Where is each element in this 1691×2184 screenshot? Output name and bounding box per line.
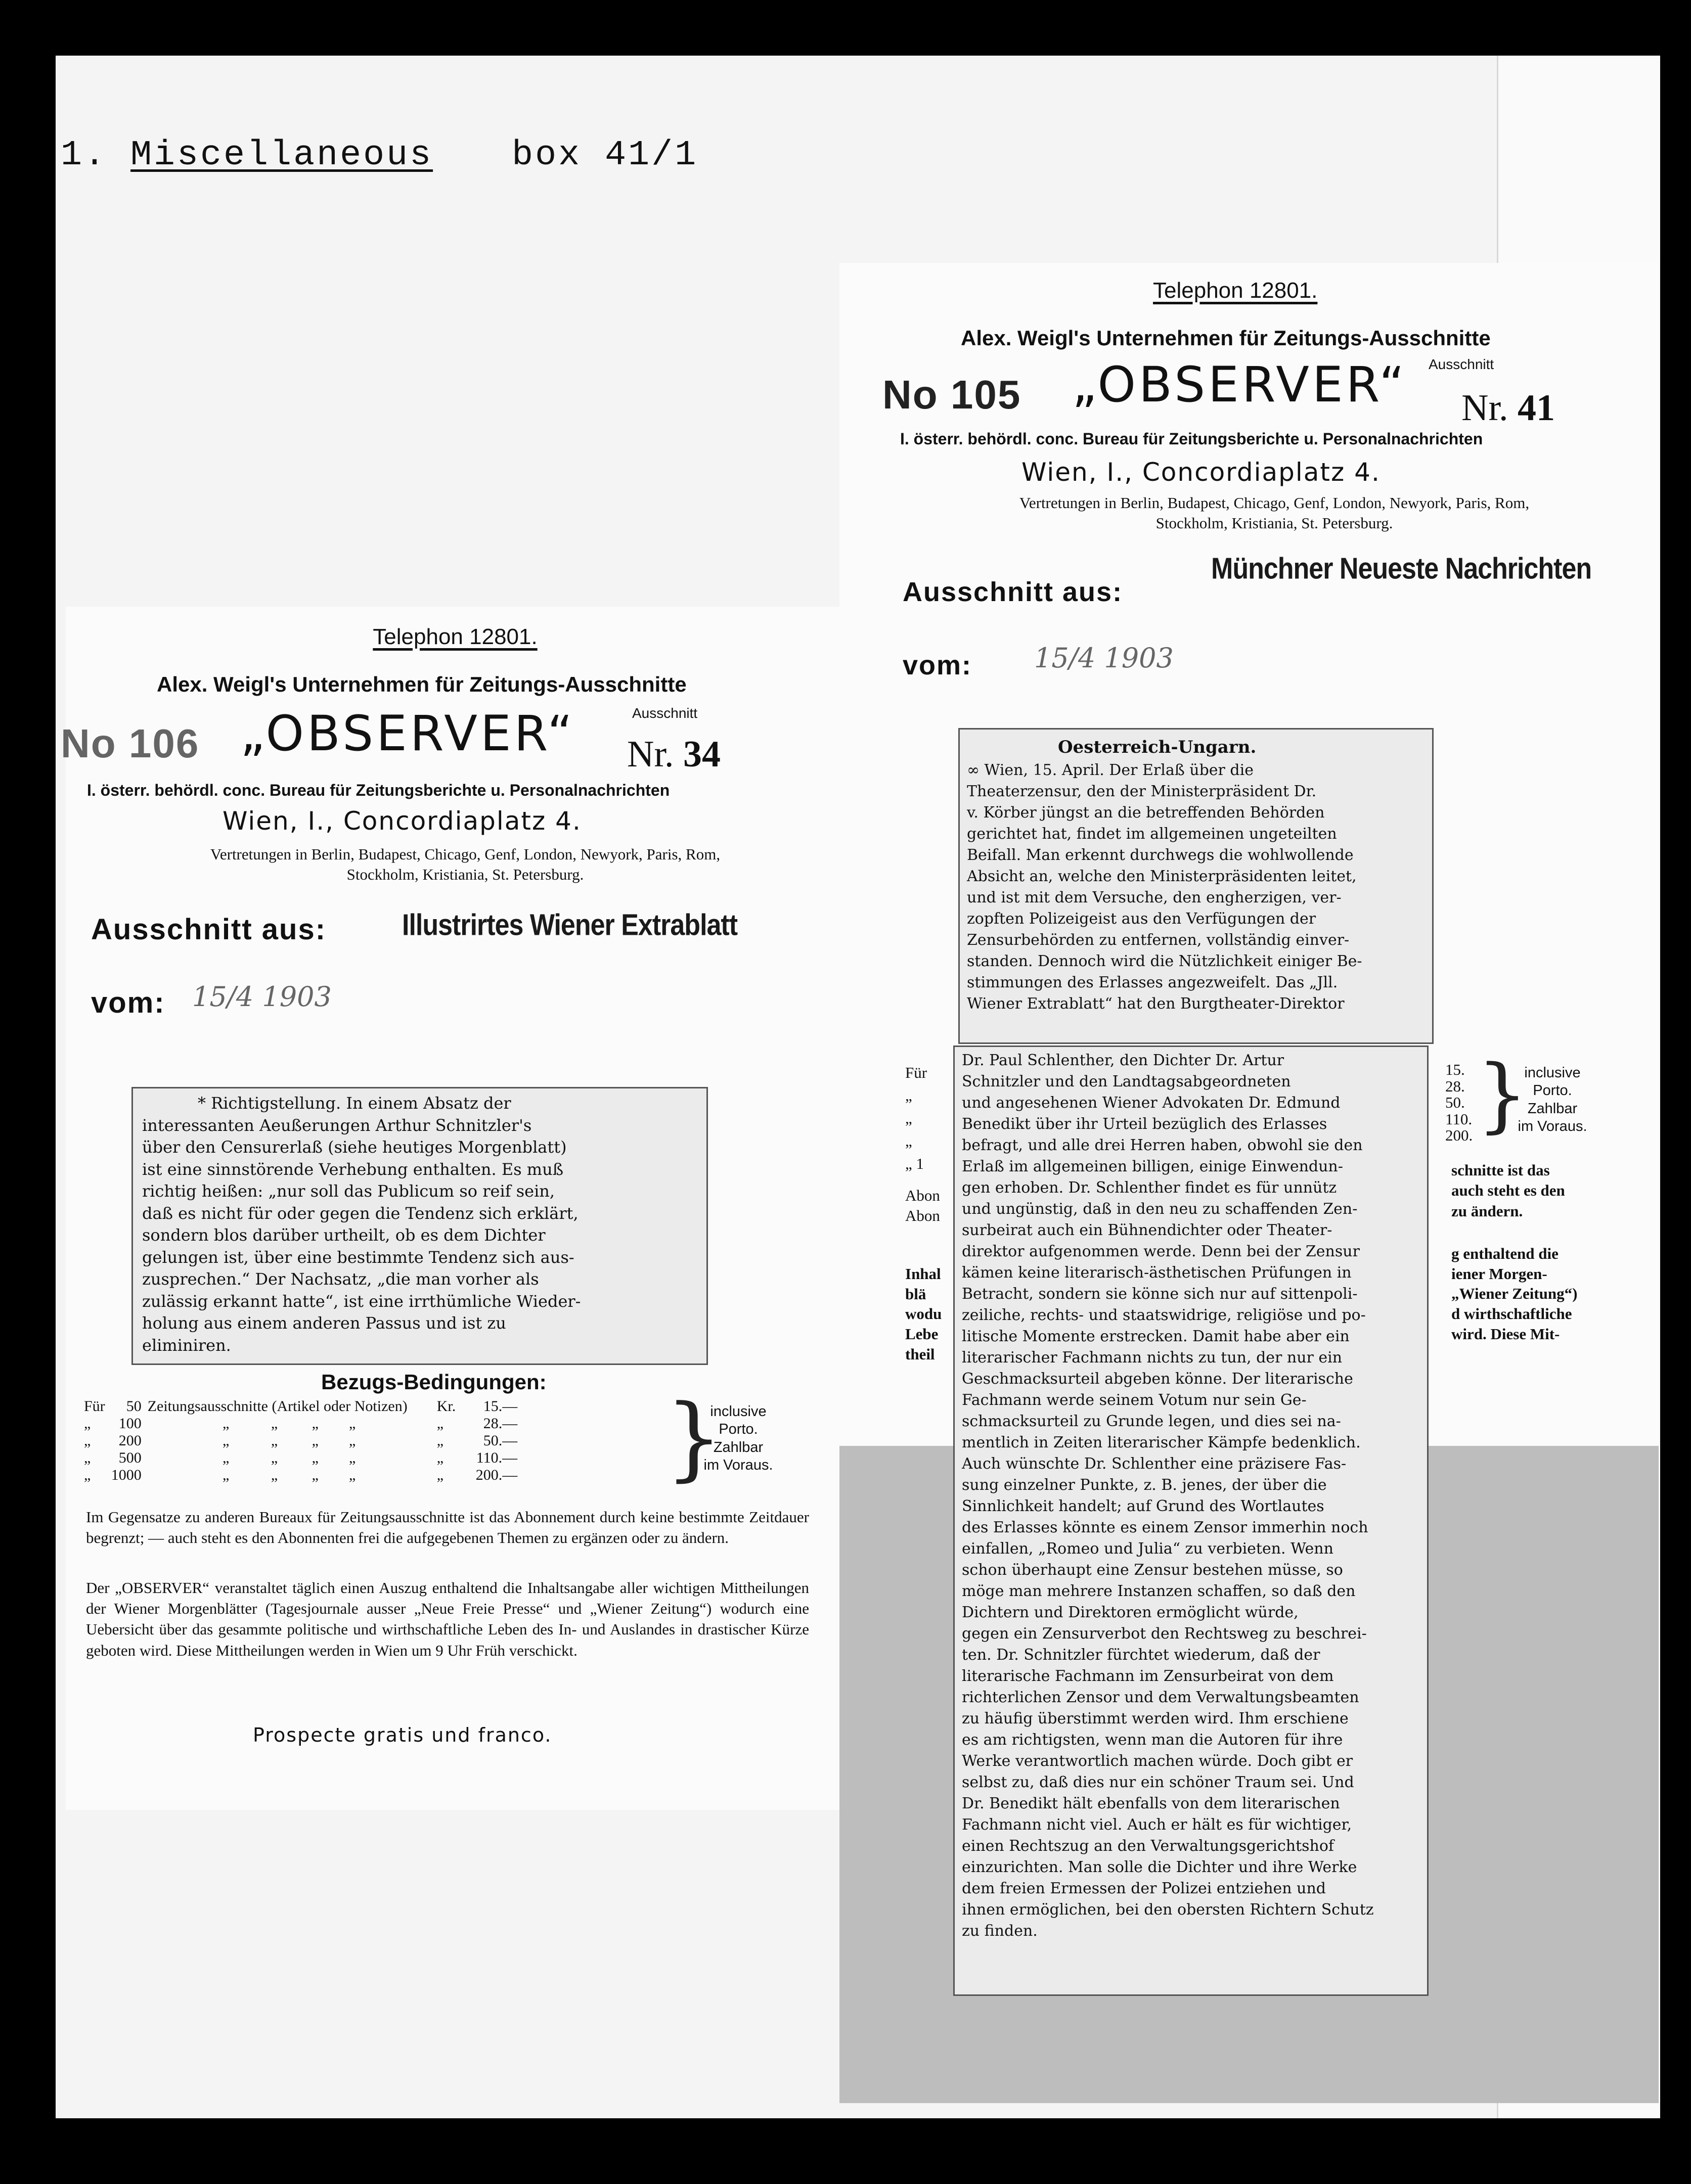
observer-title: „OBSERVER“ xyxy=(240,705,576,762)
terms-row: „ 200 „ „ „ „ „ 50.— xyxy=(84,1432,518,1449)
clip-line: ∞ Wien, 15. April. Der Erlaß über die xyxy=(967,761,1254,779)
clip-line: standen. Dennoch wird die Nützlichkeit einiger Be- xyxy=(967,952,1362,970)
clip-line: gelungen ist, über eine bestimmte Tendenz sich aus- xyxy=(142,1247,574,1267)
clip-line: und ungünstig, daß in den neu zu schaffenden Zen- xyxy=(962,1200,1358,1218)
stamp-number: No 106 xyxy=(61,721,200,766)
clip-line: zu häufig überstimmt werden wird. Ihm erschiene xyxy=(962,1710,1349,1727)
folder-number: 1. xyxy=(61,135,108,175)
clip-line: gen erhoben. Dr. Schlenther findet es für unnütz xyxy=(962,1179,1337,1197)
clip-line: zusprechen.“ Der Nachsatz, „die man vorher als xyxy=(142,1269,539,1289)
clip-line: befragt, und alle drei Herren haben, obwohl sie den xyxy=(962,1136,1363,1154)
clip-line: gerichtet hat, findet im allgemeinen ungeteilten xyxy=(967,825,1337,843)
clip-line: Auch wünschte Dr. Schlenther eine präzisere Fas- xyxy=(962,1455,1347,1473)
nr-number xyxy=(1461,387,1555,430)
brace: } xyxy=(1477,1047,1528,1142)
clip-line: Betracht, sondern sie könne sich nur auf sittenpoli- xyxy=(962,1285,1358,1303)
nr-label: Nr. xyxy=(627,734,674,775)
clip-line: selbst zu, daß dies nur ein schöner Traum sei. Und xyxy=(962,1773,1354,1791)
clip-line: ihnen ermöglichen, bei den obersten Richtern Schutz xyxy=(962,1901,1374,1919)
covered-text-right-1: schnitte ist das auch steht es den zu ändern. xyxy=(1451,1161,1565,1220)
clip-line: v. Körber jüngst an die betreffenden Behörden xyxy=(967,803,1325,822)
terms-row: „ 500 „ „ „ „ „ 110.— xyxy=(84,1449,518,1466)
covered-inhal: Inhal blä wodu Lebe theil xyxy=(905,1265,942,1363)
ausschnitt-small: Ausschnitt xyxy=(632,705,698,721)
representations: Vertretungen in Berlin, Budapest, Chicago, Genf, London, Newyork, Paris, Rom, Stockholm, Kristiania, St. Petersburg. xyxy=(1019,494,1530,532)
telephone: Telephon 12801. xyxy=(1153,278,1318,303)
clip-line: surbeirat auch ein Bühnendichter oder Theater- xyxy=(962,1221,1332,1239)
brace: } xyxy=(665,1385,723,1491)
clip-line: interessanten Aeußerungen Arthur Schnitzler's xyxy=(142,1115,532,1135)
terms-paragraph: Im Gegensatze zu anderen Bureaux für Zeitungsausschnitte ist das Abonnement durch keine bestimmte Zeitdauer begrenzt; — auch steht es den Abonnenten frei die aufgegebenen Themen zu ergänzen oder zu ändern. xyxy=(86,1508,809,1547)
clip-line: Werke verantwortlich machen würde. Doch gibt er xyxy=(962,1752,1353,1770)
source-stamp: Illustrirtes Wiener Extrablatt xyxy=(402,908,738,942)
terms-title: Bezugs-Bedingungen: xyxy=(321,1370,547,1394)
clip-line: zu finden. xyxy=(962,1922,1038,1940)
ausschnitt-label: Ausschnitt aus: xyxy=(903,577,1123,607)
clip-line: litische Momente erstrecken. Damit habe aber ein xyxy=(962,1328,1350,1345)
clip-line: über den Censurerlaß (siehe heutiges Morgenblatt) xyxy=(142,1138,567,1157)
clip-line: kämen keine literarisch-ästhetischen Prüfungen in xyxy=(962,1264,1352,1282)
clip-line: literarische Fachmann im Zensurbeirat von dem xyxy=(962,1667,1334,1685)
clip-line: Dr. Benedikt hält ebenfalls von dem literarischen xyxy=(962,1795,1340,1812)
bureau-line: I. österr. behördl. conc. Bureau für Zeitungsberichte u. Personalnachrichten xyxy=(900,430,1483,448)
bureau-line: I. österr. behördl. conc. Bureau für Zeitungsberichte u. Personalnachrichten xyxy=(87,781,670,799)
box-number: box 41/1 xyxy=(512,135,698,175)
vom-label: vom: xyxy=(91,986,165,1019)
clip-line: richtig heißen: „nur soll das Publicum so reif sein, xyxy=(142,1181,555,1201)
terms-table xyxy=(81,1398,520,1484)
clip-line: daß es nicht für oder gegen die Tendenz sich erklärt, xyxy=(142,1203,579,1223)
clip-heading: Oesterreich-Ungarn. xyxy=(1058,737,1257,757)
nr-value: 34 xyxy=(683,734,721,775)
clip-line: literarischer Fachmann nichts zu tun, der nur ein xyxy=(962,1349,1343,1367)
clip-line: zulässig erkannt hatte“, ist eine irrthümliche Wieder- xyxy=(142,1291,581,1311)
clip-line: schmacksurteil zu Grunde legen, und dies sei na- xyxy=(962,1413,1341,1430)
terms-row: Für 50 Zeitungsausschnitte (Artikel oder Notizen) Kr. 15.— xyxy=(84,1398,518,1415)
clip-line: * Richtigstellung. In einem Absatz der xyxy=(198,1094,511,1113)
firm-name: Alex. Weigl's Unternehmen für Zeitungs-Ausschnitte xyxy=(157,672,687,696)
clip-line: direktor aufgenommen werde. Denn bei der Zensur xyxy=(962,1243,1360,1260)
covered-abon: Abon Abon xyxy=(905,1187,940,1225)
clip-line: mentlich in Zeiten literarischer Kämpfe bedenklich. xyxy=(962,1434,1361,1451)
newspaper-clipping xyxy=(131,1087,708,1365)
newspaper-clipping-top xyxy=(958,728,1434,1044)
observer-paragraph: Der „OBSERVER“ veranstaltet täglich einen Auszug enthaltend die Inhaltsangabe aller wichtigen Mittheilungen der Wiener Morgenblätter (Tagesjournale ausser „Neue Freie Presse“ und „Wiener Zeitung“) wodurch eine Uebersicht über das gesammte politische und wirthschaftliche Leben des In- und Auslandes in drastischer Kürze geboten wird. Diese Mittheilungen werden in Wien um 9 Uhr Früh verschickt. xyxy=(86,1579,809,1659)
clip-line: möge man mehrere Instanzen schaffen, so daß den xyxy=(962,1582,1356,1600)
representations: Vertretungen in Berlin, Budapest, Chicago, Genf, London, Newyork, Paris, Rom, Stockholm, Kristiania, St. Petersburg. xyxy=(210,845,721,883)
covered-text-right-2: g enthaltend die iener Morgen- „Wiener Zeitung“) d wirthschaftliche wird. Diese Mit- xyxy=(1451,1245,1578,1343)
clip-line: eliminiren. xyxy=(142,1335,231,1355)
clip-line: holung aus einem anderen Passus und ist zu xyxy=(142,1313,506,1333)
clip-line: dem freien Ermessen der Polizei entziehen und xyxy=(962,1880,1326,1897)
clip-line: Zensurbehörden zu entfernen, vollständig einver- xyxy=(967,931,1350,949)
firm-name: Alex. Weigl's Unternehmen für Zeitungs-Ausschnitte xyxy=(961,326,1491,350)
covered-inclusive: inclusive Porto. Zahlbar im Voraus. xyxy=(1518,1065,1587,1135)
clip-line: des Erlasses könnte es einem Zensor immerhin noch xyxy=(962,1519,1368,1536)
inclusive-note: inclusive Porto. Zahlbar im Voraus. xyxy=(703,1403,773,1474)
ausschnitt-small: Ausschnitt xyxy=(1429,356,1494,372)
clip-line: Wiener Extrablatt“ hat den Burgtheater-Direktor xyxy=(967,994,1345,1013)
clip-line: gegen ein Zensurverbot den Rechtsweg zu beschrei- xyxy=(962,1625,1367,1643)
clip-line: und angesehenen Wiener Advokaten Dr. Edmund xyxy=(962,1094,1341,1112)
nr-number xyxy=(627,733,721,776)
folder-heading xyxy=(61,135,698,175)
observer-card-left xyxy=(61,607,844,1810)
terms-row: „ 100 „ „ „ „ „ 28.— xyxy=(84,1415,518,1432)
clip-line: ten. Dr. Schnitzler fürchtet wiederum, daß der xyxy=(962,1646,1320,1664)
stamp-number: No 105 xyxy=(882,372,1021,417)
clip-line: einen Rechtszug an den Verwaltungsgerichtshof xyxy=(962,1837,1334,1855)
clip-line: und ist mit dem Versuche, den engherzigen, ver- xyxy=(967,888,1342,906)
clip-line: zeiliche, rechts- und staatswidrige, religiöse und po- xyxy=(962,1306,1366,1324)
clip-line: es am richtigsten, wenn man die Autoren für ihre xyxy=(962,1731,1343,1749)
clip-line: Fachmann nicht viel. Auch er hält es für wichtiger, xyxy=(962,1816,1352,1834)
clip-line: Erlaß im allgemeinen billigen, einige Einwendun- xyxy=(962,1158,1343,1175)
covered-prices: 15. 28. 50. 110. 200. xyxy=(1445,1061,1473,1145)
clip-line: Beifall. Man erkennt durchwegs die wohlwollende xyxy=(967,846,1354,864)
nr-value: 41 xyxy=(1518,387,1555,429)
clip-line: Geschmacksurteil abgeben könne. Der literarische xyxy=(962,1370,1353,1388)
source-stamp: Münchner Neueste Nachrichten xyxy=(1211,552,1592,586)
prospecte: Prospecte gratis und franco. xyxy=(253,1724,552,1746)
address: Wien, I., Concordiaplatz 4. xyxy=(1021,458,1381,487)
clip-line: Dr. Paul Schlenther, den Dichter Dr. Artur xyxy=(962,1052,1284,1069)
clip-line: sondern blos darüber urtheilt, ob es dem Dichter xyxy=(142,1225,546,1245)
telephone: Telephon 12801. xyxy=(373,624,538,649)
clip-line: zopften Polizeigeist aus den Verfügungen der xyxy=(967,909,1316,928)
observer-title: „OBSERVER“ xyxy=(1072,356,1408,413)
clip-line: Sinnlichkeit handelt; auf Grund des Wortlautes xyxy=(962,1497,1324,1515)
newspaper-clipping-bottom xyxy=(953,1045,1429,1996)
folder-category: Miscellaneous xyxy=(130,135,433,175)
clip-line: Absicht an, welche den Ministerpräsidenten leitet, xyxy=(967,867,1357,885)
clip-line: Benedikt über ihr Urteil bezüglich des Erlasses xyxy=(962,1115,1327,1133)
clip-line: Theaterzensur, den der Ministerpräsident Dr. xyxy=(967,782,1317,800)
clip-line: einfallen, „Romeo und Julia“ zu verbieten. Wenn xyxy=(962,1540,1333,1558)
nr-label: Nr. xyxy=(1461,387,1508,429)
clip-line: ist eine sinnstörende Verhebung enthalten. Es muß xyxy=(142,1159,564,1179)
clip-line: einzurichten. Man solle die Dichter und ihre Werke xyxy=(962,1858,1357,1876)
clip-line: Fachmann werde seinem Votum nur sein Ge- xyxy=(962,1391,1307,1409)
vom-label: vom: xyxy=(903,650,972,680)
ausschnitt-label: Ausschnitt aus: xyxy=(91,913,327,946)
clip-line: Dichtern und Direktoren ermöglicht würde, xyxy=(962,1604,1299,1621)
covered-terms-left: Für „ „ „ „ 1 xyxy=(905,1064,927,1172)
clip-line: stimmungen des Erlasses angezweifelt. Das „Jll. xyxy=(967,973,1338,991)
clip-line: schon überhaupt eine Zensur bestehen müsse, so xyxy=(962,1561,1343,1579)
clip-line: sung einzelner Punkte, z. B. jenes, der über die xyxy=(962,1476,1327,1494)
clip-line: richterlichen Zensor und dem Verwaltungsbeamten xyxy=(962,1689,1359,1706)
date-handwritten: 15/4 1903 xyxy=(192,981,332,1013)
clip-line: Schnitzler und den Landtagsabgeordneten xyxy=(962,1073,1291,1090)
address: Wien, I., Concordiaplatz 4. xyxy=(223,806,582,836)
date-handwritten: 15/4 1903 xyxy=(1034,642,1174,674)
terms-row: „ 1000 „ „ „ „ „ 200.— xyxy=(84,1467,518,1483)
